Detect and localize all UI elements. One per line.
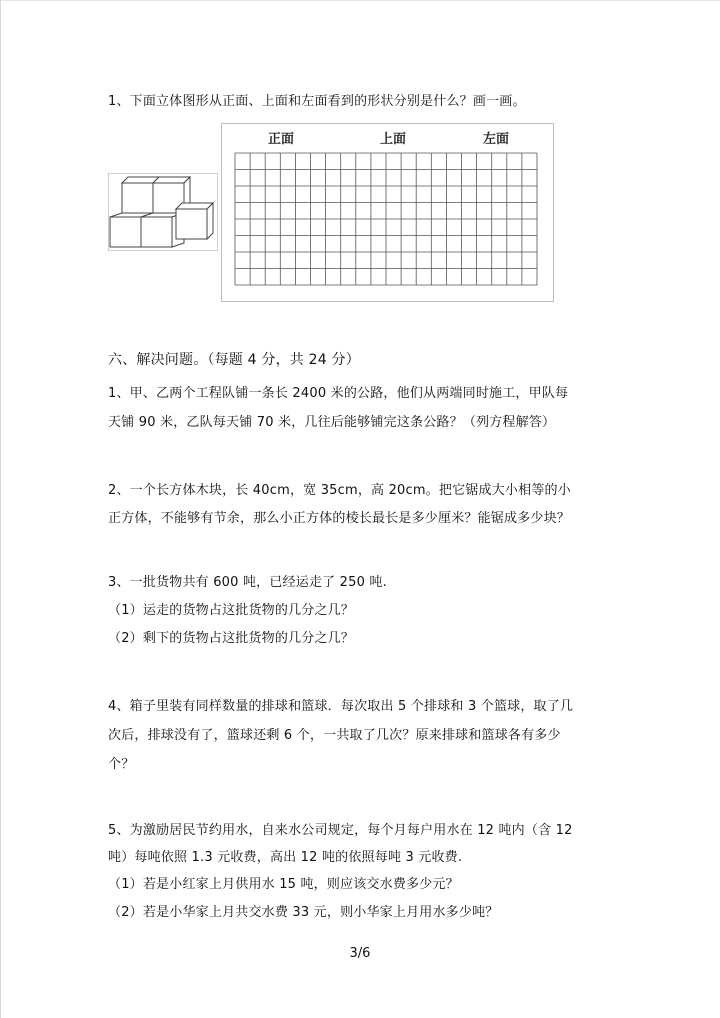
problem4-line1: 4、箱子里装有同样数量的排球和篮球．每次取出 5 个排球和 3 个篮球，取了几 xyxy=(108,699,574,714)
problem5-line1: 5、为激励居民节约用水，自来水公司规定，每个月每户用水在 12 吨内（含 12 xyxy=(108,823,573,838)
problem1-line1: 1、甲、乙两个工程队铺一条长 2400 米的公路，他们从两端同时施工，甲队每 xyxy=(108,386,569,401)
page-edge-top xyxy=(0,0,720,1)
problem3-line1: 3、一批货物共有 600 吨，已经运走了 250 吨. xyxy=(108,575,387,590)
page-edge-left xyxy=(0,0,1,1018)
problem5-line2: 吨）每吨依照 1.3 元收费，高出 12 吨的依照每吨 3 元收费. xyxy=(108,850,463,865)
problem2-line1: 2、一个长方体木块，长 40cm，宽 35cm，高 20cm。把它锯成大小相等的小 xyxy=(108,483,571,498)
view-label-top: 上面 xyxy=(379,132,407,147)
section6-heading: 六、解决问题。（每题 4 分，共 24 分） xyxy=(108,352,360,368)
page-number: 3/6 xyxy=(349,946,371,961)
problem4-line2: 次后，排球没有了，篮球还剩 6 个，一共取了几次？原来排球和篮球各有多少 xyxy=(108,728,561,743)
problem5-line3: （1）若是小红家上月供用水 15 吨，则应该交水费多少元？ xyxy=(108,877,459,892)
problem2-line2: 正方体，不能够有节余，那么小正方体的棱长最长是多少厘米？能锯成多少块？ xyxy=(108,511,571,526)
problem1-line2: 天铺 90 米，乙队每天铺 70 米，几往后能够铺完这条公路？（列方程解答） xyxy=(108,415,556,430)
problem3-line3: （2）剩下的货物占这批货物的几分之几？ xyxy=(108,631,355,646)
q1-text: 1、下面立体图形从正面、上面和左面看到的形状分别是什么？画一画。 xyxy=(108,94,526,109)
grid-lines xyxy=(235,153,537,285)
problem4-line3: 个？ xyxy=(108,757,135,772)
view-label-left: 左面 xyxy=(482,132,510,147)
cube-figure xyxy=(108,173,218,251)
problem5-line4: （2）若是小华家上月共交水费 33 元，则小华家上月用水多少吨？ xyxy=(108,905,499,920)
problem3-line2: （1）运走的货物占这批货物的几分之几？ xyxy=(108,603,355,618)
view-label-front: 正面 xyxy=(267,132,295,147)
view-drawing-grid[interactable] xyxy=(221,123,554,302)
